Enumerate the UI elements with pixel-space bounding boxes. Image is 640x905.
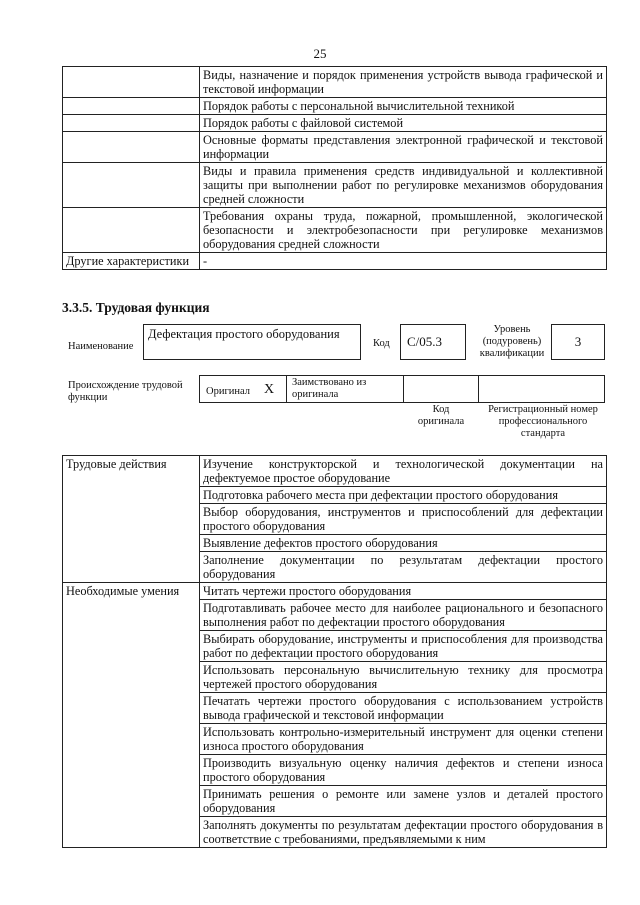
table-row (63, 583, 607, 600)
level-label: Уровень (подуровень) квалификации (479, 324, 545, 359)
skill-item: Читать чертежи простого оборудования (200, 583, 607, 600)
skill-item: Выбирать оборудование, инструменты и приспособления для производства работ по дефектации простого оборудования (200, 631, 607, 662)
skill-item: Использовать контрольно-измерительный инструмент для оценки степени износа простого оборудования (200, 724, 607, 755)
skill-item: Принимать решения о ремонте или замене узлов и деталей простого оборудования (200, 786, 607, 817)
table-row (63, 132, 607, 163)
table-row (63, 253, 607, 270)
original-mark: X (264, 382, 275, 397)
table-row (63, 115, 607, 132)
table-cell-label (63, 208, 200, 253)
table-row (63, 456, 607, 487)
borrowed-label: Заимствовано из оригинала (292, 377, 367, 400)
original-label: Оригинал (206, 386, 250, 397)
table-cell-label (63, 98, 200, 115)
page-number: 25 (313, 46, 327, 61)
origin-box (199, 375, 605, 403)
action-item: Выбор оборудования, инструментов и приспособлений для дефектации простого оборудования (200, 504, 607, 535)
origin-label: Происхождение трудовой функции (68, 380, 183, 403)
reg-number-label: Регистрационный номер профессионального стандарта (488, 404, 598, 439)
table-row (63, 163, 607, 208)
skill-item: Использовать персональную вычислительную технику для просмотра чертежей простого оборудования (200, 662, 607, 693)
skill-item: Подготавливать рабочее место для наиболее рационального и безопасного выполнения работ по дефектации простого оборудования (200, 600, 607, 631)
table-cell-text: Виды, назначение и порядок применения устройств вывода графической и текстовой информации (200, 67, 607, 98)
table-row (63, 98, 607, 115)
action-item: Выявление дефектов простого оборудования (200, 535, 607, 552)
table-cell-text: Виды и правила применения средств индивидуальной и коллективной защиты при выполнении работ по регулировке механизмов оборудования средней сложности (200, 163, 607, 208)
skill-item: Заполнять документы по результатам дефектации простого оборудования в соответствие с требованиями, предъявляемыми к ним (200, 817, 607, 848)
table-cell-label (63, 67, 200, 98)
divider (478, 375, 479, 403)
action-item: Изучение конструкторской и технологической документации на дефектуемое простое оборудование (200, 456, 607, 487)
table-cell-text: Требования охраны труда, пожарной, промышленной, экологической безопасности и электробезопасности при регулировке механизмов оборудования средней сложности (200, 208, 607, 253)
table-cell-text: Порядок работы с персональной вычислительной техникой (200, 98, 607, 115)
skills-label: Необходимые умения (63, 583, 200, 848)
action-item: Подготовка рабочего места при дефектации простого оборудования (200, 487, 607, 504)
knowledge-table (62, 66, 607, 270)
table-cell-text: Основные форматы представления электронной графической и текстовой информации (200, 132, 607, 163)
table-row (63, 208, 607, 253)
skill-item: Производить визуальную оценку наличия дефектов и степени износа простого оборудования (200, 755, 607, 786)
other-characteristics-label: Другие характеристики (63, 253, 200, 270)
level-value: 3 (551, 324, 605, 360)
skill-item: Печатать чертежи простого оборудования с использованием устройств вывода графической и текстовой информации (200, 693, 607, 724)
name-value: Дефектация простого оборудования (143, 324, 361, 360)
name-label: Наименование (68, 341, 134, 352)
actions-label: Трудовые действия (63, 456, 200, 583)
labor-function-table (62, 455, 607, 848)
action-item: Заполнение документации по результатам дефектации простого оборудования (200, 552, 607, 583)
code-original-label: Код оригинала (417, 404, 465, 427)
divider (403, 375, 404, 403)
code-label: Код (373, 338, 390, 349)
code-value: С/05.3 (400, 324, 466, 360)
other-characteristics-value: - (200, 253, 607, 270)
table-cell-label (63, 132, 200, 163)
table-cell-label (63, 163, 200, 208)
table-cell-text: Порядок работы с файловой системой (200, 115, 607, 132)
section-title: 3.3.5. Трудовая функция (62, 300, 210, 315)
divider (286, 375, 287, 403)
table-row (63, 67, 607, 98)
table-cell-label (63, 115, 200, 132)
